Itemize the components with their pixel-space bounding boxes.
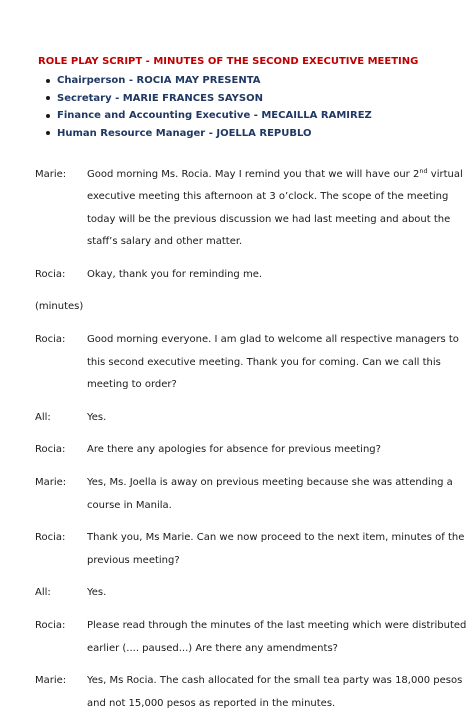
dialogue-line: meeting to order? [87,378,177,390]
dialogue-line: Yes, Ms. Joella is away on previous meeting because she was attending a [87,477,453,489]
dialogue-line: Yes. [87,587,107,599]
dialogue-entry [35,407,455,429]
dialogue-entry [35,439,455,461]
speaker-name: Rocia: [35,532,66,544]
dialogue-entry [35,164,463,253]
role-label: Human Resource Manager - JOELLA REPUBLO [57,127,312,139]
dialogue-section [35,164,467,725]
role-label: Finance and Accounting Executive - MECAILLA RAMIREZ [57,110,372,121]
dialogue-line: executive meeting this afternoon at 3 o’clock. The scope of the meeting [87,191,449,203]
dialogue-text [87,472,455,517]
dialogue-text [87,329,459,396]
dialogue-text [87,582,455,604]
dialogue-fragment: Good morning Ms. Rocia. May I remind you that we will have our 2 [87,169,420,180]
dialogue-line: Okay, thank you for reminding me. [87,268,263,280]
bullet-icon [46,96,50,100]
role-item [46,125,372,143]
speaker-name: Marie: [35,675,67,687]
dialogue-text [87,164,463,253]
dialogue-line: earlier (.... paused...) Are there any amendments? [87,642,338,654]
role-label: Secretary - MARIE FRANCES SAYSON [57,92,263,104]
speaker-name: All: [35,587,51,599]
dialogue-text [87,615,466,660]
dialogue-line: course in Manila. [87,499,172,511]
dialogue-line: Please read through the minutes of the last meeting which were distributed [87,620,467,632]
speaker-name: Marie: [35,477,67,489]
role-label: Chairperson - ROCIA MAY PRESENTA [57,75,261,86]
role-item [46,107,372,125]
dialogue-entry [35,472,455,517]
bullet-icon [46,131,50,135]
dialogue-entry [35,264,455,286]
speaker-name: Marie: [35,169,67,180]
dialogue-line [87,164,463,186]
bullet-icon [46,114,50,118]
bullet-icon [46,79,50,83]
role-list [46,72,372,142]
speaker-name: Rocia: [35,620,66,632]
speaker-name: Rocia: [35,268,66,280]
dialogue-text [87,527,464,572]
dialogue-fragment: virtual [427,169,463,180]
role-item [46,72,372,90]
dialogue-line: and not 15,000 pesos as reported in the minutes. [87,697,336,709]
ordinal-suffix: nd [419,167,428,175]
dialogue-line: Good morning everyone. I am glad to welcome all respective managers to [87,334,459,346]
dialogue-entry [35,329,459,396]
dialogue-line: Are there any apologies for absence for previous meeting? [87,444,381,456]
dialogue-line: previous meeting? [87,554,180,566]
dialogue-entry [35,615,467,660]
dialogue-line: Thank you, Ms Marie. Can we now proceed to the next item, minutes of the [87,532,465,544]
role-item [46,90,372,108]
stage-note: (minutes) [35,301,84,313]
dialogue-text [87,670,462,715]
dialogue-text [87,439,455,461]
speaker-name: Rocia: [35,334,66,346]
dialogue-entry [35,527,465,572]
script-title: ROLE PLAY SCRIPT - MINUTES OF THE SECOND EXECUTIVE MEETING [38,56,419,67]
speaker-name: Rocia: [35,444,66,456]
speaker-name: All: [35,411,51,423]
dialogue-line: Yes, Ms Rocia. The cash allocated for the small tea party was 18,000 pesos [87,675,463,687]
dialogue-line: this second executive meeting. Thank you for coming. Can we call this [87,356,441,368]
dialogue-text [87,407,455,429]
dialogue-line: staff’s salary and other matter. [87,235,243,247]
dialogue-entry [35,670,463,715]
dialogue-entry [35,582,455,604]
dialogue-text [87,264,455,286]
dialogue-line: today will be the previous discussion we had last meeting and about the [87,213,451,225]
dialogue-line: Yes. [87,411,107,423]
